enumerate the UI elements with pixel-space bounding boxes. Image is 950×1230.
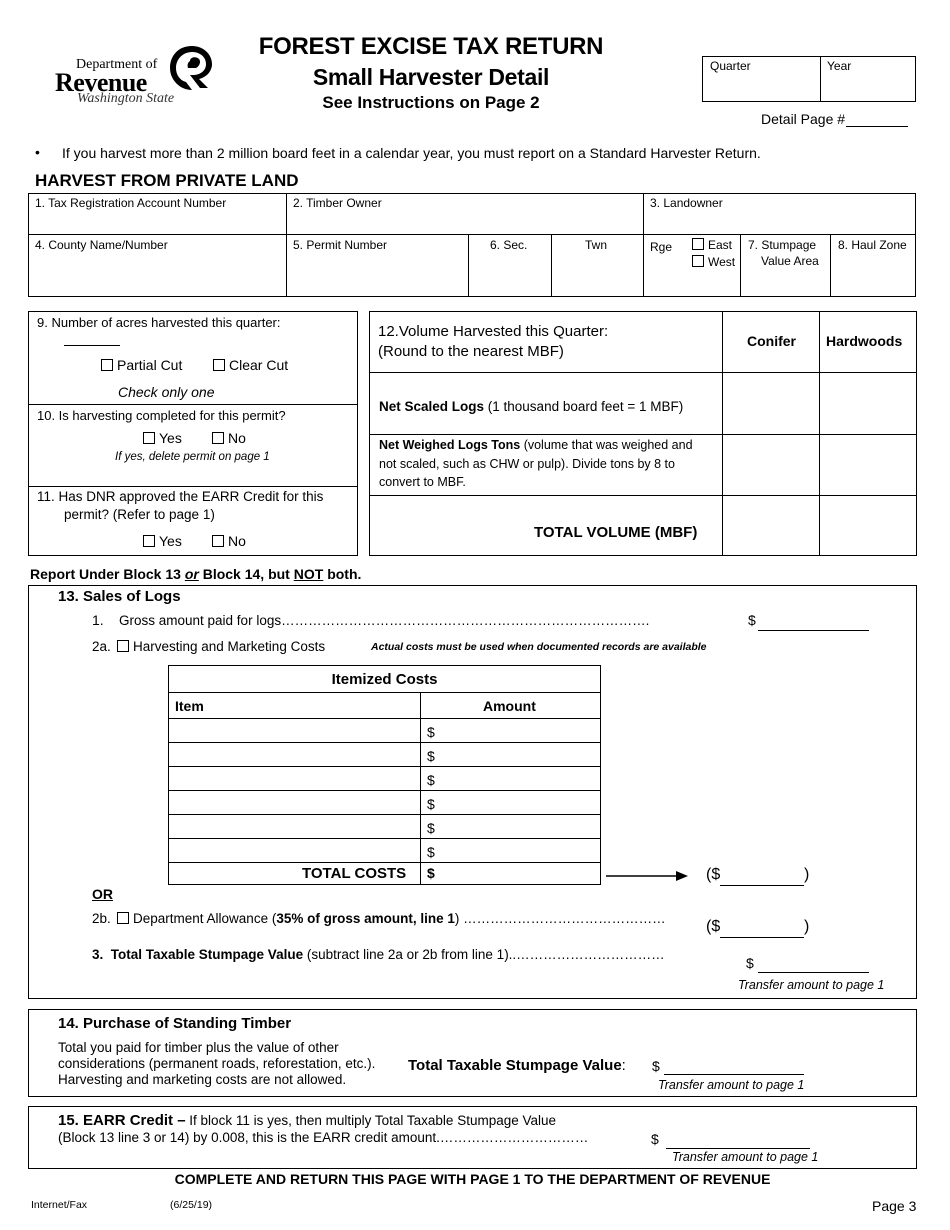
yes-label: Yes bbox=[159, 430, 182, 446]
itemized-costs-title: Itemized Costs bbox=[331, 671, 438, 688]
checkbox-icon bbox=[101, 359, 113, 371]
cost-dollar: $ bbox=[427, 748, 435, 764]
page-number: Page 3 bbox=[872, 1198, 917, 1214]
cost-amount-field[interactable] bbox=[438, 838, 598, 860]
township-label: Twn bbox=[585, 238, 608, 252]
earr-credit-text-2: (Block 13 line 3 or 14) by 0.008, this is the EARR credit amount.…………………………… bbox=[58, 1130, 589, 1145]
department-allowance-bold: 35% of gross amount, line 1 bbox=[276, 911, 455, 926]
purchase-text-3: Harvesting and marketing costs are not allowed. bbox=[58, 1072, 347, 1087]
earr-credit-dollar: $ bbox=[651, 1131, 659, 1147]
delete-permit-note: If yes, delete permit on page 1 bbox=[115, 451, 270, 463]
harvest-completed-no-checkbox[interactable] bbox=[212, 430, 246, 446]
report-note-not: NOT bbox=[293, 566, 324, 582]
partial-cut-checkbox[interactable] bbox=[101, 357, 182, 373]
year-label: Year bbox=[827, 59, 852, 73]
clear-cut-checkbox[interactable] bbox=[213, 357, 288, 373]
total-costs-dollar: $ bbox=[427, 865, 435, 881]
allowance-result-field[interactable] bbox=[720, 920, 804, 938]
timber-owner-field[interactable] bbox=[288, 212, 640, 232]
line3-label bbox=[92, 947, 665, 962]
logo-line1: Department of bbox=[76, 57, 158, 72]
earr-approved-label-1: 11. Has DNR approved the EARR Credit for this bbox=[37, 489, 324, 504]
dor-logo-mark-icon bbox=[166, 44, 218, 92]
transfer-note-13: Transfer amount to page 1 bbox=[738, 978, 885, 992]
cost-amount-field[interactable] bbox=[438, 766, 598, 788]
cost-amount-field[interactable] bbox=[438, 742, 598, 764]
total-costs-field[interactable] bbox=[438, 863, 598, 883]
acres-harvested-label: 9. Number of acres harvested this quarter: bbox=[37, 315, 281, 330]
harvest-completed-label: 10. Is harvesting completed for this permit? bbox=[37, 408, 286, 423]
permit-number-field[interactable] bbox=[288, 258, 466, 294]
detail-page-field[interactable] bbox=[846, 111, 908, 127]
net-weighed-bold: Net Weighed Logs Tons bbox=[379, 438, 521, 452]
quarter-field[interactable] bbox=[703, 74, 819, 101]
checkbox-icon bbox=[143, 432, 155, 444]
purchase-dollar: $ bbox=[652, 1058, 660, 1074]
haul-zone-field[interactable] bbox=[832, 258, 914, 294]
report-note-a: Report Under Block 13 bbox=[30, 566, 185, 582]
timber-owner-label: 2. Timber Owner bbox=[293, 196, 382, 210]
cost-dollar: $ bbox=[427, 724, 435, 740]
net-scaled-hardwoods-field[interactable] bbox=[820, 373, 915, 431]
report-note-or: or bbox=[184, 566, 199, 582]
harvest-completed-yes-checkbox[interactable] bbox=[143, 430, 182, 446]
cost-item-field[interactable] bbox=[170, 766, 418, 788]
tax-registration-field[interactable] bbox=[30, 212, 284, 232]
checkbox-icon bbox=[692, 238, 704, 250]
volume-title-2: (Round to the nearest MBF) bbox=[378, 343, 564, 360]
ttsv-bold: Total Taxable Stumpage Value bbox=[408, 1057, 622, 1074]
cost-amount-field[interactable] bbox=[438, 814, 598, 836]
costs-result-field[interactable] bbox=[720, 868, 804, 886]
earr-credit-text1: If block 11 is yes, then multiply Total Taxable Stumpage Value bbox=[185, 1113, 557, 1128]
stumpage-area-label-2: Value Area bbox=[761, 254, 819, 268]
acres-harvested-field[interactable] bbox=[64, 331, 120, 346]
department-allowance-b: ) ……………………………………… bbox=[454, 911, 666, 926]
cost-item-field[interactable] bbox=[170, 838, 418, 860]
cost-dollar: $ bbox=[427, 820, 435, 836]
purchase-standing-timber-title: 14. Purchase of Standing Timber bbox=[58, 1015, 292, 1032]
gross-amount-field[interactable] bbox=[758, 614, 869, 631]
no-label: No bbox=[228, 533, 246, 549]
cost-item-field[interactable] bbox=[170, 742, 418, 764]
township-field[interactable] bbox=[553, 258, 641, 294]
line3-bold: Total Taxable Stumpage Value bbox=[110, 947, 304, 962]
net-weighed-rest3: convert to MBF. bbox=[379, 475, 466, 489]
checkbox-icon bbox=[212, 535, 224, 547]
checkbox-icon bbox=[692, 255, 704, 267]
line2a-number: 2a. bbox=[92, 639, 111, 654]
east-checkbox[interactable] bbox=[692, 238, 732, 252]
haul-zone-label: 8. Haul Zone bbox=[838, 238, 907, 252]
form-instructions: See Instructions on Page 2 bbox=[322, 93, 540, 112]
transfer-note-14: Transfer amount to page 1 bbox=[658, 1078, 805, 1092]
purchase-amount-field[interactable] bbox=[664, 1059, 804, 1075]
earr-credit-text-1 bbox=[58, 1112, 556, 1129]
total-volume-conifer-field[interactable] bbox=[723, 496, 817, 554]
form-subtitle: Small Harvester Detail bbox=[312, 64, 550, 90]
net-scaled-conifer-field[interactable] bbox=[723, 373, 817, 431]
line2b-number: 2b. bbox=[92, 911, 111, 926]
net-weighed-rest2: not scaled, such as CHW or pulp). Divide tons by 8 to bbox=[379, 456, 675, 471]
complete-return-note: COMPLETE AND RETURN THIS PAGE WITH PAGE 1 TO THE DEPARTMENT OF REVENUE bbox=[174, 1171, 771, 1187]
line3-rest: (subtract line 2a or 2b from line 1)..…………………………… bbox=[303, 947, 665, 962]
landowner-field[interactable] bbox=[645, 212, 913, 232]
total-volume-label: TOTAL VOLUME (MBF) bbox=[534, 524, 698, 541]
landowner-label: 3. Landowner bbox=[650, 196, 723, 210]
net-scaled-logs-label bbox=[379, 399, 683, 414]
net-weighed-hardwoods-field[interactable] bbox=[820, 435, 915, 493]
section-label: 6. Sec. bbox=[490, 238, 528, 252]
private-land-heading: HARVEST FROM PRIVATE LAND bbox=[35, 171, 299, 190]
allowance-paren-close: ) bbox=[804, 918, 810, 935]
line3-number: 3. bbox=[92, 947, 104, 962]
or-label: OR bbox=[92, 886, 113, 902]
cost-dollar: $ bbox=[427, 844, 435, 860]
department-allowance-checkbox[interactable] bbox=[117, 911, 666, 926]
permit-number-label: 5. Permit Number bbox=[293, 238, 388, 252]
actual-costs-note: Actual costs must be used when documented records are available bbox=[371, 641, 707, 653]
partial-cut-label: Partial Cut bbox=[117, 357, 183, 373]
checkbox-icon bbox=[212, 432, 224, 444]
no-label: No bbox=[228, 430, 246, 446]
county-label: 4. County Name/Number bbox=[35, 238, 168, 252]
cost-dollar: $ bbox=[427, 772, 435, 788]
section-field[interactable] bbox=[470, 258, 550, 294]
form-date: (6/25/19) bbox=[170, 1199, 213, 1211]
cost-dollar: $ bbox=[427, 796, 435, 812]
east-label: East bbox=[708, 238, 733, 252]
item-column-header: Item bbox=[175, 698, 204, 714]
net-weighed-logs-label bbox=[379, 436, 719, 492]
costs-paren-open: ($ bbox=[706, 866, 721, 883]
county-field[interactable] bbox=[30, 258, 284, 294]
form-title: FOREST EXCISE TAX RETURN bbox=[258, 33, 604, 60]
earr-approved-label-2: permit? (Refer to page 1) bbox=[64, 507, 215, 522]
amount-column-header: Amount bbox=[483, 698, 536, 714]
sales-of-logs-title: 13. Sales of Logs bbox=[58, 588, 181, 605]
report-note-c: both. bbox=[323, 566, 362, 582]
cost-item-field[interactable] bbox=[170, 718, 418, 740]
conifer-header: Conifer bbox=[747, 333, 796, 349]
yes-label: Yes bbox=[159, 533, 182, 549]
range-label: Rge bbox=[650, 240, 673, 254]
net-scaled-rest: (1 thousand board feet = 1 MBF) bbox=[484, 399, 684, 414]
checkbox-icon bbox=[213, 359, 225, 371]
bullet-icon: • bbox=[35, 144, 40, 160]
harvesting-costs-label: Harvesting and Marketing Costs bbox=[133, 639, 326, 654]
stumpage-area-label-1: 7. Stumpage bbox=[748, 238, 817, 252]
line1-number: 1. bbox=[92, 612, 104, 628]
net-weighed-rest1: (volume that was weighed and bbox=[520, 438, 693, 452]
tax-registration-label: 1. Tax Registration Account Number bbox=[35, 196, 227, 210]
net-weighed-conifer-field[interactable] bbox=[723, 435, 817, 493]
hardwoods-header: Hardwoods bbox=[826, 333, 903, 349]
check-only-one-note: Check only one bbox=[118, 384, 215, 400]
gross-amount-dollar: $ bbox=[748, 612, 756, 628]
report-under-note bbox=[30, 566, 361, 582]
cost-item-field[interactable] bbox=[170, 790, 418, 812]
volume-title-1: 12.Volume Harvested this Quarter: bbox=[378, 323, 609, 340]
earr-credit-title: 15. EARR Credit – bbox=[58, 1112, 186, 1129]
dor-logo bbox=[52, 44, 220, 108]
purchase-text-1: Total you paid for timber plus the value of other bbox=[58, 1040, 339, 1055]
detail-page-label: Detail Page # bbox=[761, 111, 846, 127]
clear-cut-label: Clear Cut bbox=[229, 357, 289, 373]
logo-line2: Revenue bbox=[55, 68, 147, 97]
checkbox-icon bbox=[117, 640, 129, 652]
total-volume-hardwoods-field[interactable] bbox=[820, 496, 915, 554]
total-costs-label: TOTAL COSTS bbox=[302, 865, 407, 882]
purchase-ttsv-label bbox=[408, 1057, 626, 1074]
taxable-stumpage-field[interactable] bbox=[758, 957, 869, 973]
west-label: West bbox=[708, 255, 736, 269]
internet-fax-label: Internet/Fax bbox=[31, 1199, 88, 1211]
stumpage-area-field[interactable] bbox=[742, 272, 828, 294]
report-note-b: Block 14, but bbox=[198, 566, 294, 582]
harvesting-costs-checkbox[interactable] bbox=[117, 639, 325, 654]
earr-approved-no-checkbox[interactable] bbox=[212, 533, 246, 549]
purchase-text-2: considerations (permanent roads, reforestation, etc.). bbox=[58, 1056, 376, 1071]
west-checkbox[interactable] bbox=[692, 255, 735, 269]
checkbox-icon bbox=[143, 535, 155, 547]
earr-credit-field[interactable] bbox=[666, 1133, 810, 1149]
earr-approved-yes-checkbox[interactable] bbox=[143, 533, 182, 549]
transfer-note-15: Transfer amount to page 1 bbox=[672, 1150, 819, 1164]
net-scaled-bold: Net Scaled Logs bbox=[379, 399, 485, 414]
cost-item-field[interactable] bbox=[170, 814, 418, 836]
year-field[interactable] bbox=[821, 74, 915, 101]
bullet-note: If you harvest more than 2 million board feet in a calendar year, you must report on a Standard Harvester Return. bbox=[62, 145, 761, 161]
logo-line3: Washington State bbox=[77, 91, 175, 106]
ttsv-colon: : bbox=[621, 1057, 626, 1074]
department-allowance-a: Department Allowance ( bbox=[133, 911, 277, 926]
cost-amount-field[interactable] bbox=[438, 718, 598, 740]
cost-amount-field[interactable] bbox=[438, 790, 598, 812]
checkbox-icon bbox=[117, 912, 129, 924]
costs-paren-close: ) bbox=[804, 866, 810, 883]
allowance-paren-open: ($ bbox=[706, 918, 721, 935]
arrow-right-icon bbox=[606, 870, 688, 882]
gross-amount-label: Gross amount paid for logs………………………………………………………………………. bbox=[119, 613, 650, 628]
quarter-label: Quarter bbox=[710, 59, 751, 73]
taxable-stumpage-dollar: $ bbox=[746, 955, 754, 971]
